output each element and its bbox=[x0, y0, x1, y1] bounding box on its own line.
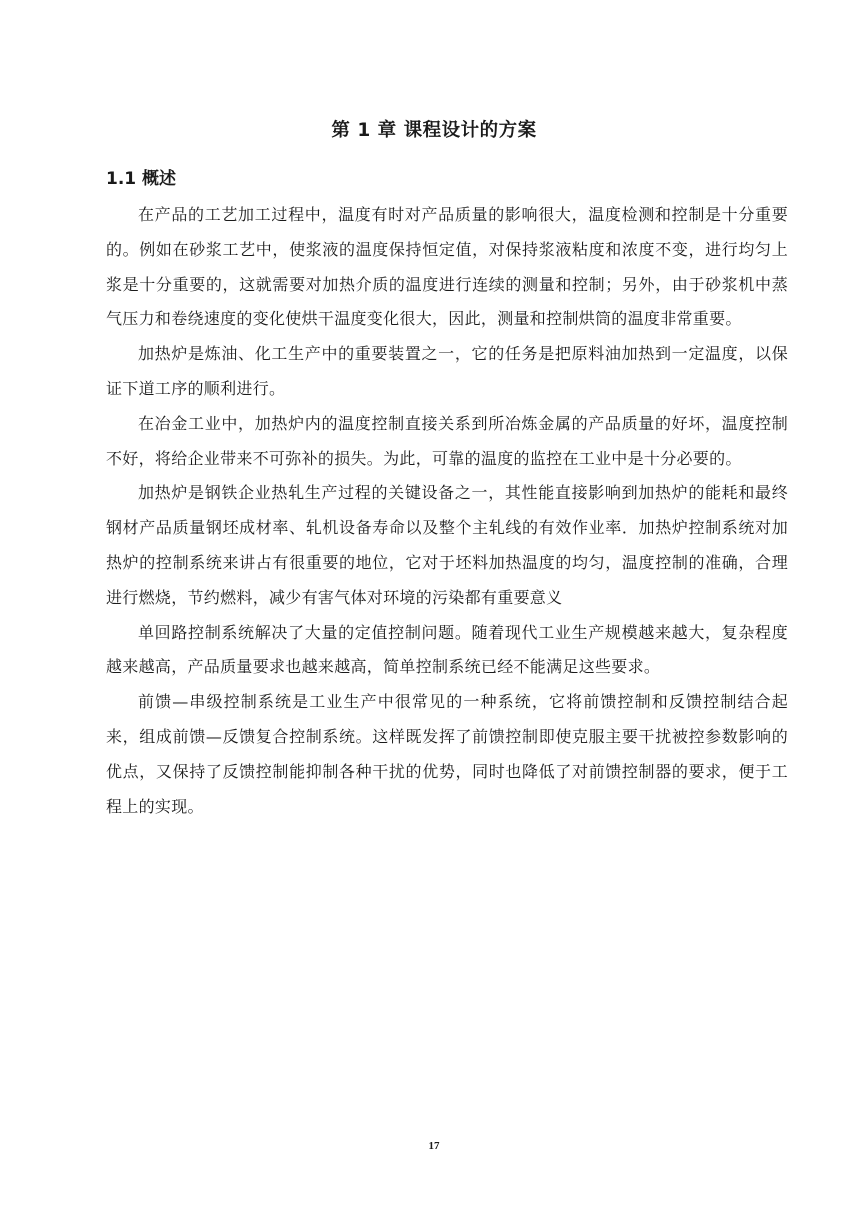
paragraph: 前馈—串级控制系统是工业生产中很常见的一种系统，它将前馈控制和反馈控制结合起来，组成前馈—反馈复合控制系统。这样既发挥了前馈控制即使克服主要干扰被控参数影响的优点，又保持了反馈控制能抑制各种干扰的优势，同时也降低了对前馈控制器的要求，便于工程上的实现。 bbox=[106, 692, 788, 816]
paragraph: 加热炉是钢铁企业热轧生产过程的关键设备之一，其性能直接影响到加热炉的能耗和最终钢材产品质量钢坯成材率、轧机设备寿命以及整个主轧线的有效作业率．加热炉控制系统对加热炉的控制系统来讲占有很重要的地位，它对于坯料加热温度的均匀，温度控制的准确，合理进行燃烧，节约燃料，减少有害气体对环境的污染都有重要意义 bbox=[106, 483, 788, 607]
body-text bbox=[106, 198, 788, 824]
paragraph: 单回路控制系统解决了大量的定值控制问题。随着现代工业生产规模越来越大，复杂程度越来越高，产品质量要求也越来越高，简单控制系统已经不能满足这些要求。 bbox=[106, 622, 788, 677]
page-number: 17 bbox=[428, 1140, 440, 1152]
paragraph: 加热炉是炼油、化工生产中的重要装置之一，它的任务是把原料油加热到一定温度，以保证下道工序的顺利进行。 bbox=[106, 344, 788, 398]
paragraph: 在产品的工艺加工过程中，温度有时对产品质量的影响很大，温度检测和控制是十分重要的。例如在砂浆工艺中，使浆液的温度保持恒定值，对保持浆液粘度和浓度不变，进行均匀上浆是十分重要的，这就需要对加热介质的温度进行连续的测量和控制；另外，由于砂浆机中蒸气压力和卷绕速度的变化使烘干温度变化很大，因此，测量和控制烘筒的温度非常重要。 bbox=[106, 205, 788, 329]
chapter-title: 第 1 章 课程设计的方案 bbox=[331, 120, 537, 141]
paragraph: 在冶金工业中，加热炉内的温度控制直接关系到所冶炼金属的产品质量的好坏，温度控制不好，将给企业带来不可弥补的损失。为此，可靠的温度的监控在工业中是十分必要的。 bbox=[106, 413, 788, 468]
section-heading: 1.1 概述 bbox=[106, 169, 177, 189]
